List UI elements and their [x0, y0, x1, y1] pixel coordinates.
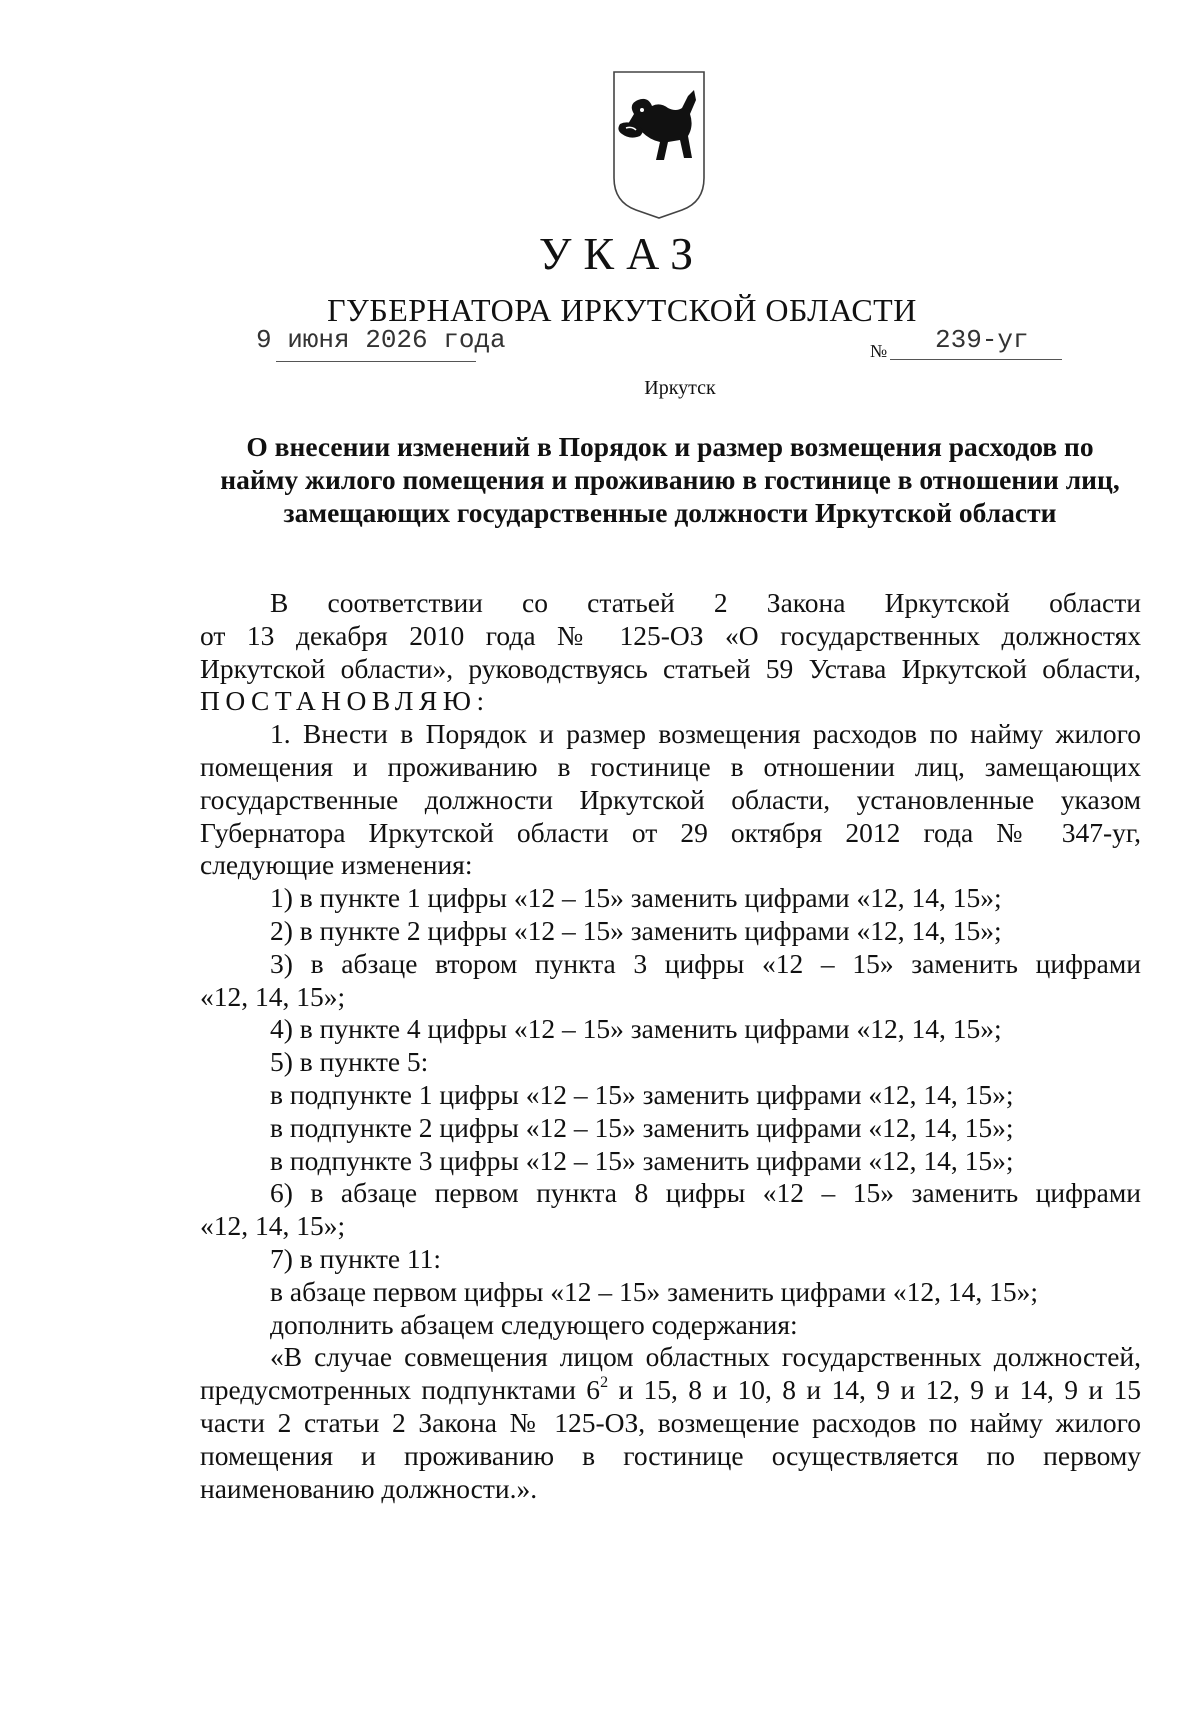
title-line: О внесении изменений в Порядок и размер возмещения расходов по — [246, 431, 1094, 462]
city: Иркутск — [644, 377, 716, 399]
body-line: Иркутской области», руководствуясь статьей 59 Устава Иркутской области, — [200, 652, 1141, 684]
body-line: части 2 статьи 2 Закона № 125-ОЗ, возмещение расходов по найму жилого — [200, 1406, 1141, 1438]
document-number: 239-уг — [935, 325, 1029, 355]
body-line: государственные должности Иркутской области, установленные указом — [200, 783, 1141, 815]
body-line: 6) в абзаце первом пункта 8 цифры «12 – 15» заменить цифрами — [270, 1177, 1141, 1209]
body-text: и 15, 8 и 10, 8 и 14, 9 и 12, 9 и 14, 9 и 15 — [618, 1374, 1141, 1406]
body-line: В соответствии со статьей 2 Закона Иркутской области — [270, 587, 1141, 618]
body-line: «12, 14, 15»; — [200, 1210, 346, 1242]
document-type: УКАЗ — [538, 228, 706, 279]
body-line: 5) в пункте 5: — [270, 1046, 429, 1078]
body-line: в подпункте 2 цифры «12 – 15» заменить цифрами «12, 14, 15»; — [270, 1111, 1014, 1143]
body-line: Губернатора Иркутской области от 29 октября 2012 года № 347-уг, — [200, 816, 1141, 848]
body-line: дополнить абзацем следующего содержания: — [270, 1308, 798, 1340]
body-line: в подпункте 3 цифры «12 – 15» заменить цифрами «12, 14, 15»; — [270, 1144, 1014, 1176]
document-date: 9 июня 2026 года — [256, 325, 506, 355]
decree-word: ПОСТАНОВЛЯЮ: — [200, 685, 490, 717]
body-line: помещения и проживанию в гостинице осуществляется по первому — [200, 1439, 1141, 1471]
superscript: 2 — [600, 1373, 609, 1391]
number-underline — [890, 359, 1062, 360]
body-line: 4) в пункте 4 цифры «12 – 15» заменить цифрами «12, 14, 15»; — [270, 1013, 1002, 1045]
body-text: предусмотренных подпунктами 6 — [200, 1374, 601, 1406]
title-line: найму жилого помещения и проживанию в гостинице в отношении лиц, — [220, 464, 1120, 495]
issuer-title: ГУБЕРНАТОРА ИРКУТСКОЙ ОБЛАСТИ — [327, 292, 917, 328]
body-line: наименованию должности.». — [200, 1472, 538, 1504]
title-line: замещающих государственные должности Иркутской области — [283, 497, 1057, 528]
body-line: в абзаце первом цифры «12 – 15» заменить цифрами «12, 14, 15»; — [270, 1275, 1039, 1307]
number-sign: № — [870, 341, 888, 361]
body-line: в подпункте 1 цифры «12 – 15» заменить цифрами «12, 14, 15»; — [270, 1078, 1014, 1110]
body-line: 2) в пункте 2 цифры «12 – 15» заменить цифрами «12, 14, 15»; — [270, 914, 1002, 946]
body-line: 1. Внести в Порядок и размер возмещения расходов по найму жилого — [270, 718, 1141, 750]
body-line: от 13 декабря 2010 года № 125-ОЗ «О государственных должностях — [200, 619, 1141, 651]
date-underline — [276, 361, 476, 362]
body-line: «12, 14, 15»; — [200, 980, 346, 1012]
document-body — [200, 587, 1141, 1505]
body-line: «В случае совмещения лицом областных государственных должностей, — [270, 1341, 1141, 1373]
body-line: следующие изменения: — [200, 849, 473, 881]
document-title — [195, 430, 1145, 529]
body-line-with-superscript — [200, 1374, 1141, 1407]
body-line: помещения и проживанию в гостинице в отношении лиц, замещающих — [200, 750, 1141, 782]
body-line: 7) в пункте 11: — [270, 1242, 442, 1274]
body-line: 3) в абзаце втором пункта 3 цифры «12 – 15» заменить цифрами — [270, 947, 1141, 979]
body-line: 1) в пункте 1 цифры «12 – 15» заменить цифрами «12, 14, 15»; — [270, 882, 1002, 914]
irkutsk-oblast-coat-of-arms-icon — [610, 70, 708, 220]
